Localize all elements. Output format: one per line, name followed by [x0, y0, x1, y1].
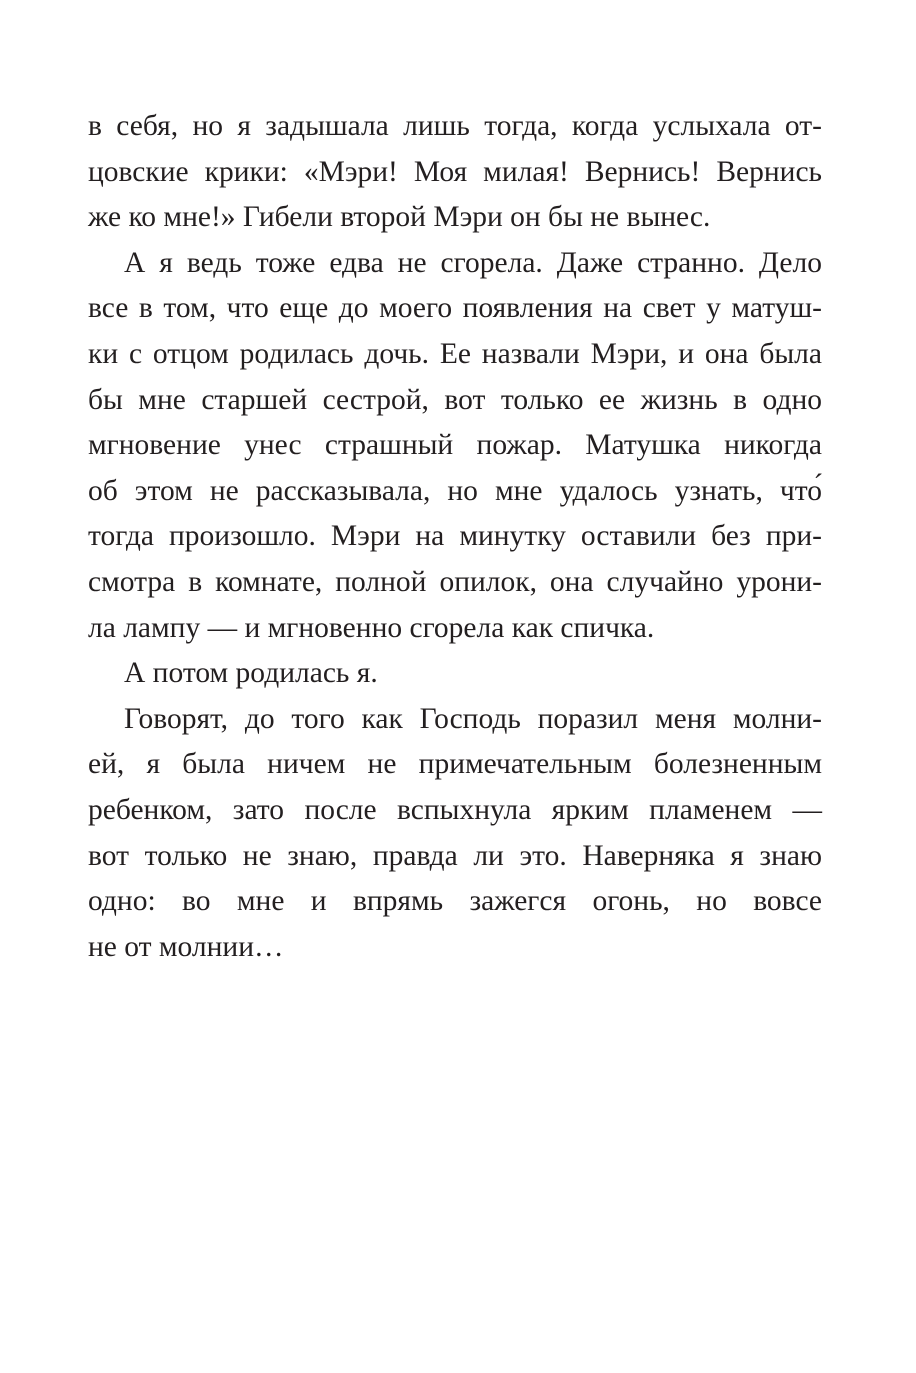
- text-line: вот только не знаю, правда ли это. Наверняка я знаю: [88, 839, 822, 872]
- paragraph-1: [88, 104, 822, 241]
- text-line: бы мне старшей сестрой, вот только ее жизнь в одно: [88, 383, 822, 416]
- text-line: Говорят, до того как Господь поразил меня молни-: [124, 702, 822, 735]
- text-line: одно: во мне и впрямь зажегся огонь, но вовсе: [88, 885, 822, 918]
- text-line: же ко мне!» Гибели второй Мэри он бы не вынес.: [88, 201, 711, 234]
- paragraph-2: [88, 241, 822, 651]
- text-line: ла лампу — и мгновенно сгорела как спичка.: [88, 611, 655, 644]
- text-line: тогда произошло. Мэри на минутку оставили без при-: [88, 520, 822, 553]
- text-line: А потом родилась я.: [124, 657, 378, 690]
- book-page-text: [88, 104, 822, 970]
- paragraph-3: [88, 651, 822, 697]
- text-line: ребенком, зато после вспыхнула ярким пламенем —: [88, 793, 822, 826]
- text-line: не от молнии…: [88, 930, 284, 963]
- text-line: в себя, но я задышала лишь тогда, когда услыхала от-: [88, 110, 822, 142]
- text-line: мгновение унес страшный пожар. Матушка никогда: [88, 429, 822, 462]
- paragraph-4: [88, 697, 822, 971]
- text-line: А я ведь тоже едва не сгорела. Даже странно. Дело: [124, 246, 822, 279]
- text-line: ки с отцом родилась дочь. Ее назвали Мэри, и она была: [88, 337, 822, 370]
- text-line: все в том, что еще до моего появления на свет у матуш-: [88, 292, 822, 325]
- text-line: цовские крики: «Мэри! Моя милая! Вернись! Вернись: [88, 155, 822, 188]
- text-line: смотра в комнате, полной опилок, она случайно урони-: [88, 565, 822, 598]
- text-line: ей, я была ничем не примечательным болезненным: [88, 748, 822, 781]
- text-line: об этом не рассказывала, но мне удалось узнать, что́: [88, 474, 822, 507]
